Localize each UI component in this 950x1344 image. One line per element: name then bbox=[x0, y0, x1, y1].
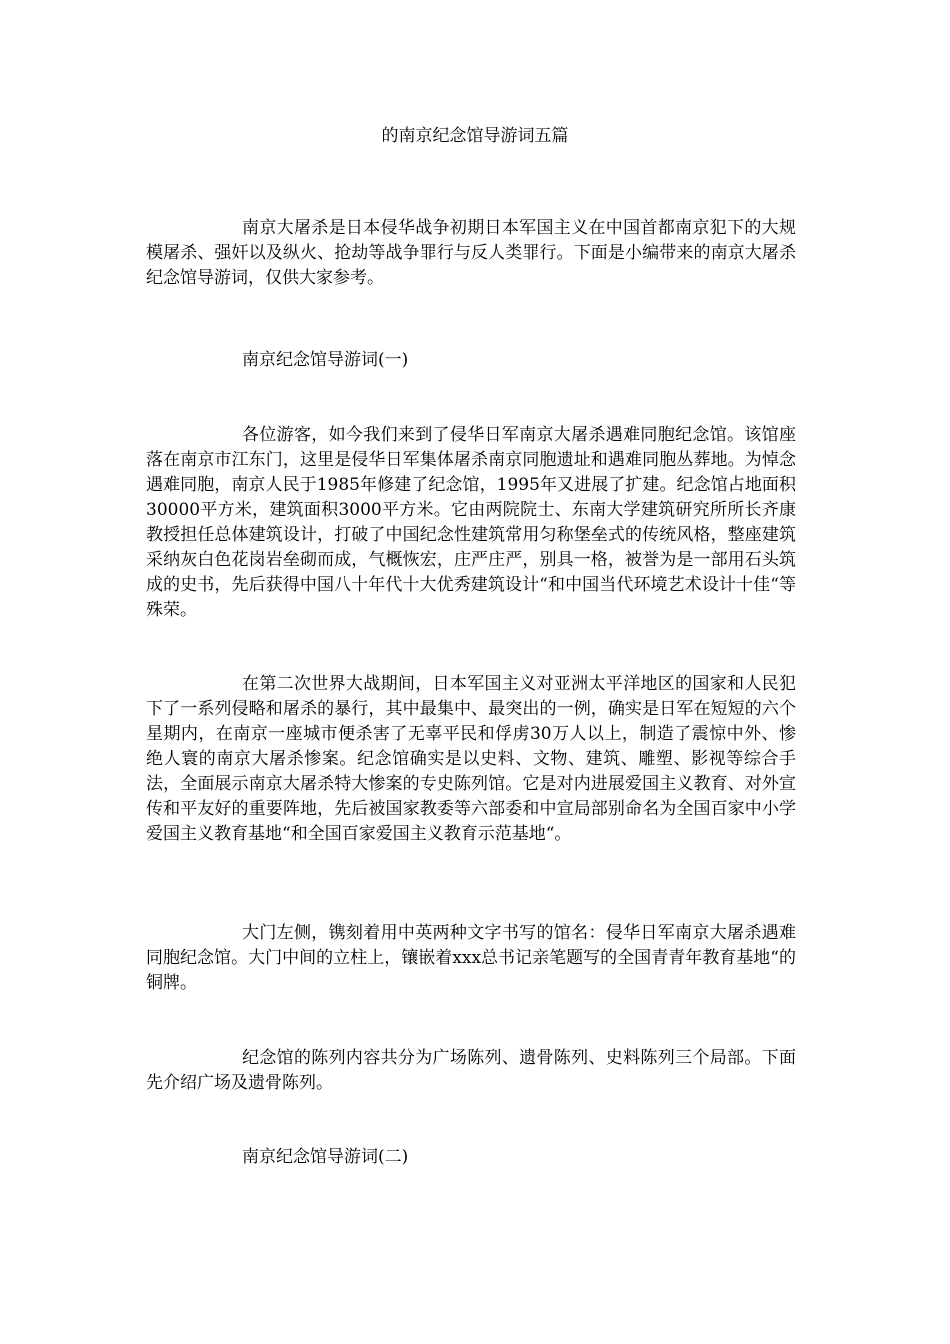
paragraph-4: 纪念馆的陈列内容共分为广场陈列、遗骨陈列、史料陈列三个局部。下面先介绍广场及遗骨陈列。 bbox=[146, 1048, 796, 1093]
section-heading-1: 南京纪念馆导游词(一) bbox=[242, 350, 409, 370]
document-title: 的南京纪念馆导游词五篇 bbox=[381, 126, 569, 146]
paragraph-3: 大门左侧，镌刻着用中英两种文字书写的馆名：侵华日军南京大屠杀遇难同胞纪念馆。大门中间的立柱上，镶嵌着xxx总书记亲笔题写的全国青青年教育基地“的铜牌。 bbox=[146, 923, 796, 993]
paragraph-2: 在第二次世界大战期间，日本军国主义对亚洲太平洋地区的国家和人民犯下了一系列侵略和屠杀的暴行，其中最集中、最突出的一例，确实是日军在短短的六个星期内，在南京一座城市便杀害了无辜平民和俘虏30万人以上，制造了震惊中外、惨绝人寰的南京大屠杀惨案。纪念馆确实是以史料、文物、建筑、雕塑、影视等综合手法，全面展示南京大屠杀特大惨案的专史陈列馆。它是对内进展爱国主义教育、对外宣传和平友好的重要阵地，先后被国家教委等六部委和中宣局部别命名为全国百家中小学爱国主义教育基地“和全国百家爱国主义教育示范基地“。 bbox=[146, 674, 796, 844]
paragraph-1: 各位游客，如今我们来到了侵华日军南京大屠杀遇难同胞纪念馆。该馆座落在南京市江东门，这里是侵华日军集体屠杀南京同胞遗址和遇难同胞丛葬地。为悼念遇难同胞，南京人民于1985年修建了纪念馆，1995年又进展了扩建。纪念馆占地面积30000平方米，建筑面积3000平方米。它由两院院士、东南大学建筑研究所所长齐康教授担任总体建筑设计，打破了中国纪念性建筑常用匀称堡垒式的传统风格，整座建筑采纳灰白色花岗岩垒砌而成，气概恢宏，庄严庄严，别具一格，被誉为是一部用石头筑成的史书，先后获得中国八十年代十大优秀建筑设计“和中国当代环境艺术设计十佳“等殊荣。 bbox=[146, 425, 796, 620]
intro-paragraph: 南京大屠杀是日本侵华战争初期日本军国主义在中国首都南京犯下的大规模屠杀、强奸以及纵火、抢劫等战争罪行与反人类罪行。下面是小编带来的南京大屠杀纪念馆导游词，仅供大家参考。 bbox=[146, 218, 796, 288]
section-heading-2: 南京纪念馆导游词(二) bbox=[242, 1147, 409, 1167]
